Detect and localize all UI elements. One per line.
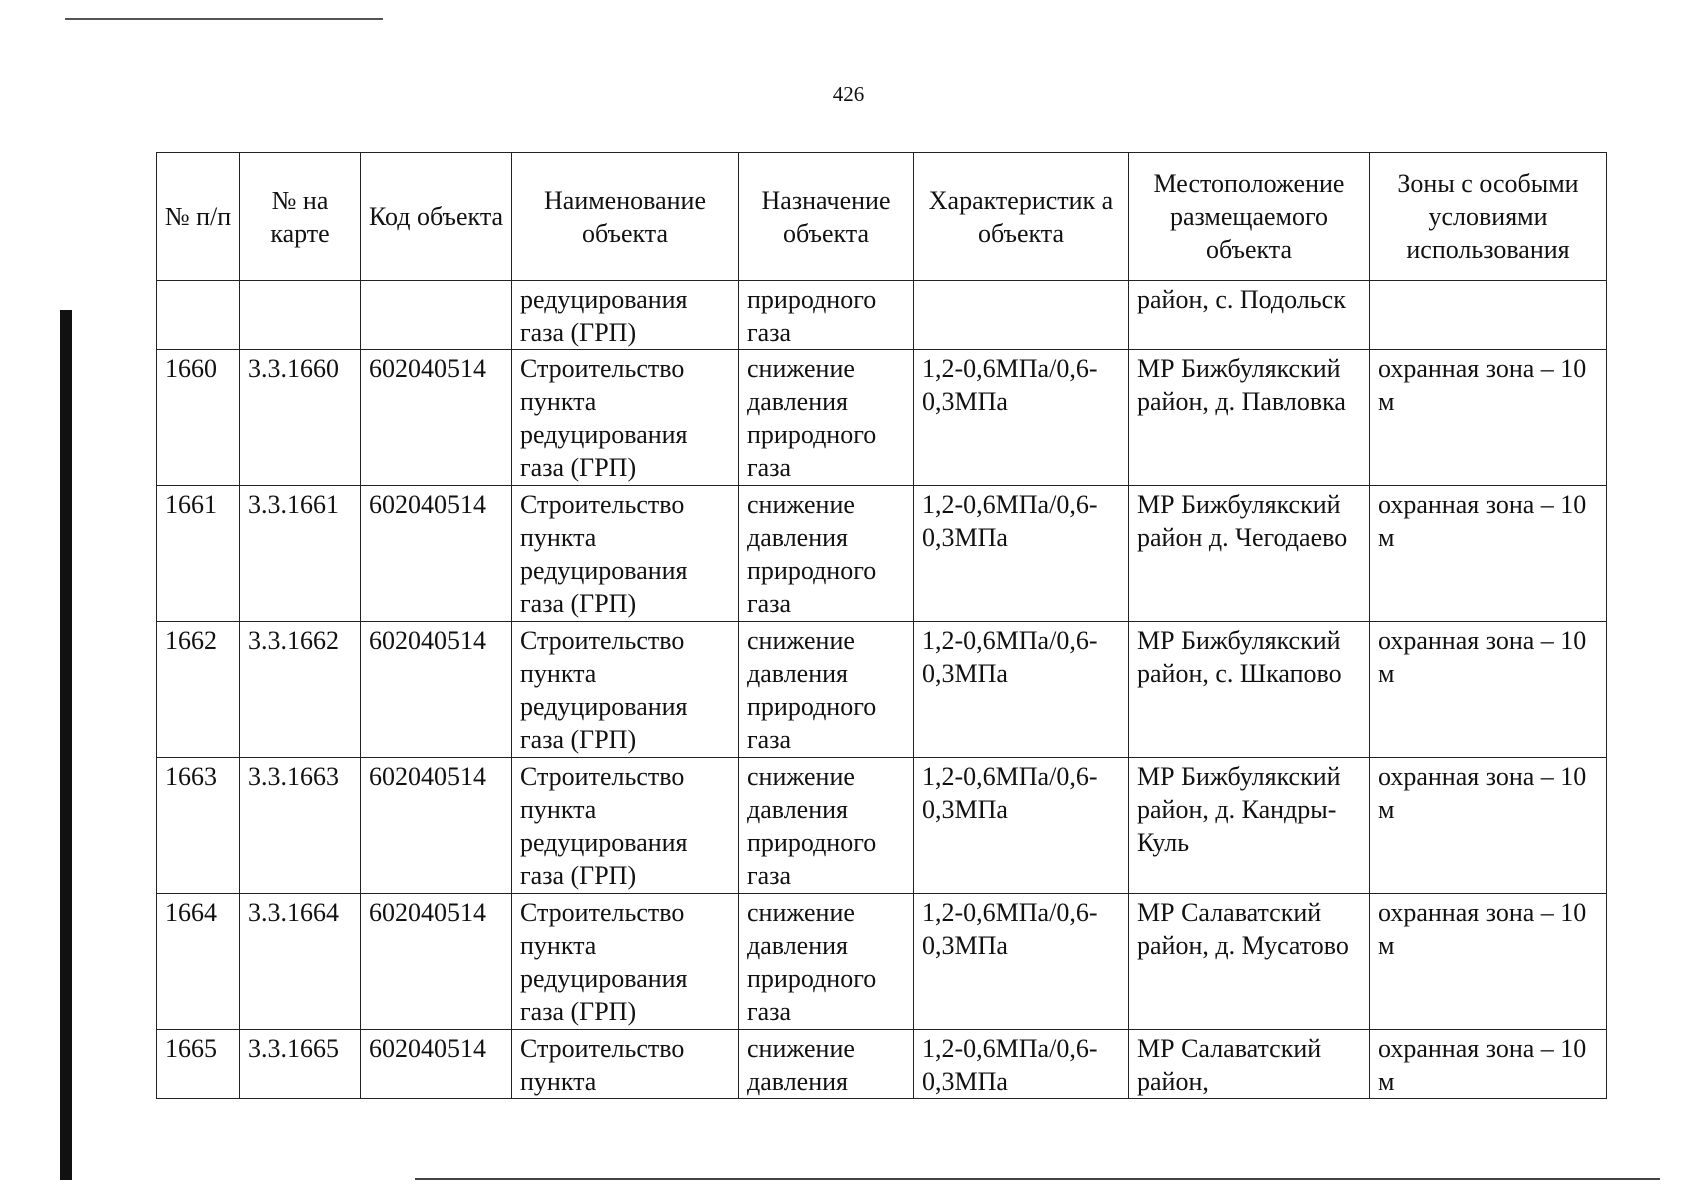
table-row — [157, 758, 1607, 894]
cell-special-zones: охранная зона – 10 м — [1370, 350, 1607, 486]
table-header-row — [157, 153, 1607, 281]
cell-object-location: МР Салаватский район, — [1129, 1030, 1370, 1099]
header-special-zones: Зоны с особыми условиями использования — [1370, 153, 1607, 281]
cell-map-number: 3.3.1665 — [240, 1030, 361, 1099]
cell-object-location: МР Бижбулякский район, с. Шкапово — [1129, 622, 1370, 758]
header-object-code: Код объекта — [361, 153, 512, 281]
cell-object-location: МР Бижбулякский район, д. Павловка — [1129, 350, 1370, 486]
cell-special-zones: охранная зона – 10 м — [1370, 622, 1607, 758]
cell-object-location: МР Бижбулякский район, д. Кандры-Куль — [1129, 758, 1370, 894]
cell-map-number: 3.3.1660 — [240, 350, 361, 486]
cell-object-purpose: снижение давления природного газа — [739, 486, 914, 622]
cell-object-spec: 1,2-0,6МПа/0,6-0,3МПа — [914, 486, 1129, 622]
cell-object-code: 602040514 — [361, 758, 512, 894]
cell-special-zones: охранная зона – 10 м — [1370, 758, 1607, 894]
cell-object-code: 602040514 — [361, 350, 512, 486]
cell-num: 1660 — [157, 350, 240, 486]
scan-artifact-top-line — [65, 18, 383, 20]
header-object-name: Наименование объекта — [512, 153, 739, 281]
cell-special-zones: охранная зона – 10 м — [1370, 1030, 1607, 1099]
cell-object-name: Строительство пункта редуцирования газа (ГРП) — [512, 894, 739, 1030]
cell-object-spec: 1,2-0,6МПа/0,6-0,3МПа — [914, 1030, 1129, 1099]
cell-special-zones: охранная зона – 10 м — [1370, 894, 1607, 1030]
cell-object-location: МР Бижбулякский район д. Чегодаево — [1129, 486, 1370, 622]
cell-object-code: 602040514 — [361, 1030, 512, 1099]
cell-num: 1665 — [157, 1030, 240, 1099]
table-row — [157, 894, 1607, 1030]
cell-object-name: Строительство пункта редуцирования газа (ГРП) — [512, 486, 739, 622]
cell-object-spec — [914, 281, 1129, 350]
cell-num: 1661 — [157, 486, 240, 622]
scan-artifact-bottom-line — [415, 1178, 1660, 1180]
table-row — [157, 350, 1607, 486]
objects-table — [156, 152, 1607, 1099]
table-row — [157, 622, 1607, 758]
cell-object-name: Строительство пункта редуцирования газа (ГРП) — [512, 622, 739, 758]
cell-object-purpose: снижение давления природного газа — [739, 894, 914, 1030]
cell-num: 1662 — [157, 622, 240, 758]
cell-num: 1664 — [157, 894, 240, 1030]
cell-map-number: 3.3.1661 — [240, 486, 361, 622]
header-object-spec: Характеристик а объекта — [914, 153, 1129, 281]
cell-object-name: Строительство пункта — [512, 1030, 739, 1099]
header-num: № п/п — [157, 153, 240, 281]
cell-object-purpose: снижение давления природного газа — [739, 758, 914, 894]
cell-map-number: 3.3.1663 — [240, 758, 361, 894]
cell-object-spec: 1,2-0,6МПа/0,6-0,3МПа — [914, 758, 1129, 894]
cell-object-spec: 1,2-0,6МПа/0,6-0,3МПа — [914, 350, 1129, 486]
cell-num: 1663 — [157, 758, 240, 894]
table-row — [157, 1030, 1607, 1099]
header-object-location: Местоположение размещаемого объекта — [1129, 153, 1370, 281]
cell-object-purpose: природного газа — [739, 281, 914, 350]
cell-object-code — [361, 281, 512, 350]
cell-map-number: 3.3.1664 — [240, 894, 361, 1030]
cell-object-code: 602040514 — [361, 894, 512, 1030]
cell-map-number — [240, 281, 361, 350]
cell-num — [157, 281, 240, 350]
scan-artifact-left-bar — [60, 310, 72, 1180]
page-number: 426 — [832, 82, 865, 106]
cell-object-spec: 1,2-0,6МПа/0,6-0,3МПа — [914, 622, 1129, 758]
cell-object-purpose: снижение давления — [739, 1030, 914, 1099]
header-map-number: № на карте — [240, 153, 361, 281]
cell-special-zones — [1370, 281, 1607, 350]
cell-object-code: 602040514 — [361, 622, 512, 758]
cell-object-name: Строительство пункта редуцирования газа (ГРП) — [512, 350, 739, 486]
header-object-purpose: Назначение объекта — [739, 153, 914, 281]
cell-object-spec: 1,2-0,6МПа/0,6-0,3МПа — [914, 894, 1129, 1030]
cell-object-name: редуцирования газа (ГРП) — [512, 281, 739, 350]
table-row — [157, 486, 1607, 622]
cell-object-purpose: снижение давления природного газа — [739, 622, 914, 758]
cell-map-number: 3.3.1662 — [240, 622, 361, 758]
cell-object-location: МР Салаватский район, д. Мусатово — [1129, 894, 1370, 1030]
cell-object-name: Строительство пункта редуцирования газа (ГРП) — [512, 758, 739, 894]
cell-object-purpose: снижение давления природного газа — [739, 350, 914, 486]
cell-object-code: 602040514 — [361, 486, 512, 622]
cell-special-zones: охранная зона – 10 м — [1370, 486, 1607, 622]
cell-object-location: район, с. Подольск — [1129, 281, 1370, 350]
table-row-continuation — [157, 281, 1607, 350]
